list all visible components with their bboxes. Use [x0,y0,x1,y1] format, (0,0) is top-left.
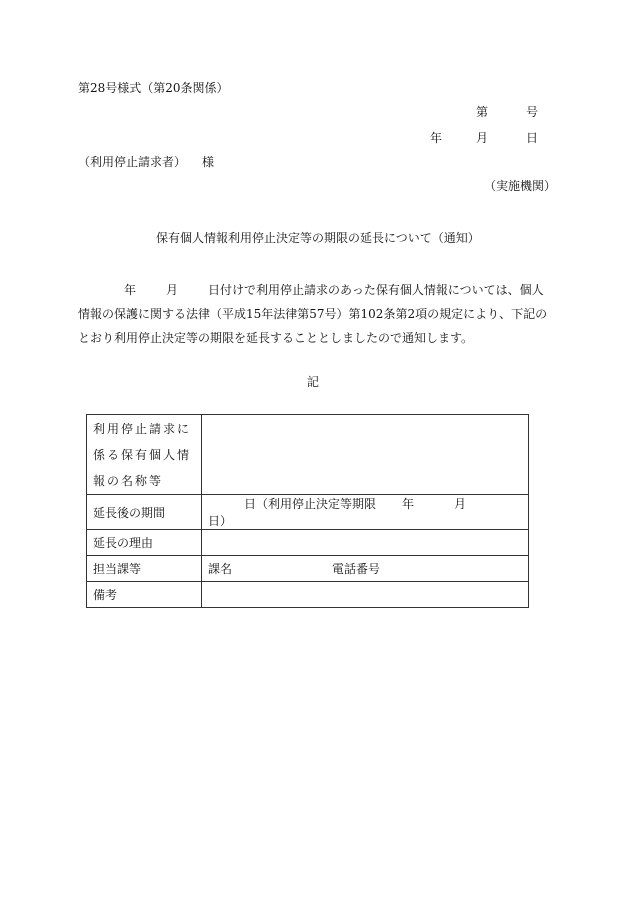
extension-reason-label: 延長の理由 [87,530,202,556]
period-day: 日（利用停止決定等期限 [244,497,377,511]
table-row [87,415,529,495]
date-month: 月 [476,131,489,145]
info-table [86,414,529,608]
recipient [78,154,214,170]
period-end: 日） [208,514,233,528]
recipient-label: （利用停止請求者） [78,155,187,169]
contact-section-label: 担当課等 [87,556,202,582]
table-row [87,556,529,582]
request-info-value [202,415,529,495]
period-year: 年 [402,497,415,511]
body-year: 年 [124,283,137,297]
contact-section-value [202,556,529,582]
date-day: 日 [526,131,539,145]
table-row [87,530,529,556]
table-row [87,495,529,530]
body-month: 月 [166,283,179,297]
document-date [430,130,538,146]
remarks-value [202,582,529,608]
document-title: 保有個人情報利用停止決定等の期限の延長について（通知） [156,231,480,245]
extended-period-label: 延長後の期間 [87,495,202,530]
section-name-label: 課名 [208,562,233,576]
date-year: 年 [430,131,443,145]
extension-reason-value [202,530,529,556]
body-main-text: 日付けで利用停止請求のあった保有個人情報については、個人情報の保護に関する法律（平成15年法律第57号）第102条第2項の規定により、下記のとおり利用停止決定等の期限を延長することとしましたので通知します。 [78,283,548,345]
document-number [476,104,538,120]
doc-number-go: 号 [526,105,539,119]
remarks-label: 備考 [87,582,202,608]
period-month: 月 [454,497,467,511]
form-number: 第28号様式（第20条関係） [78,81,229,95]
body-text [78,278,550,350]
recipient-sama: 様 [202,155,215,169]
extended-period-value [202,495,529,530]
phone-number-label: 電話番号 [332,562,381,576]
table-row [87,582,529,608]
doc-number-dai: 第 [476,105,489,119]
request-info-label: 利用停止請求に係る保有個人情報の名称等 [87,415,202,495]
ki-heading: 記 [307,375,320,389]
sender: （実施機関） [484,179,557,193]
